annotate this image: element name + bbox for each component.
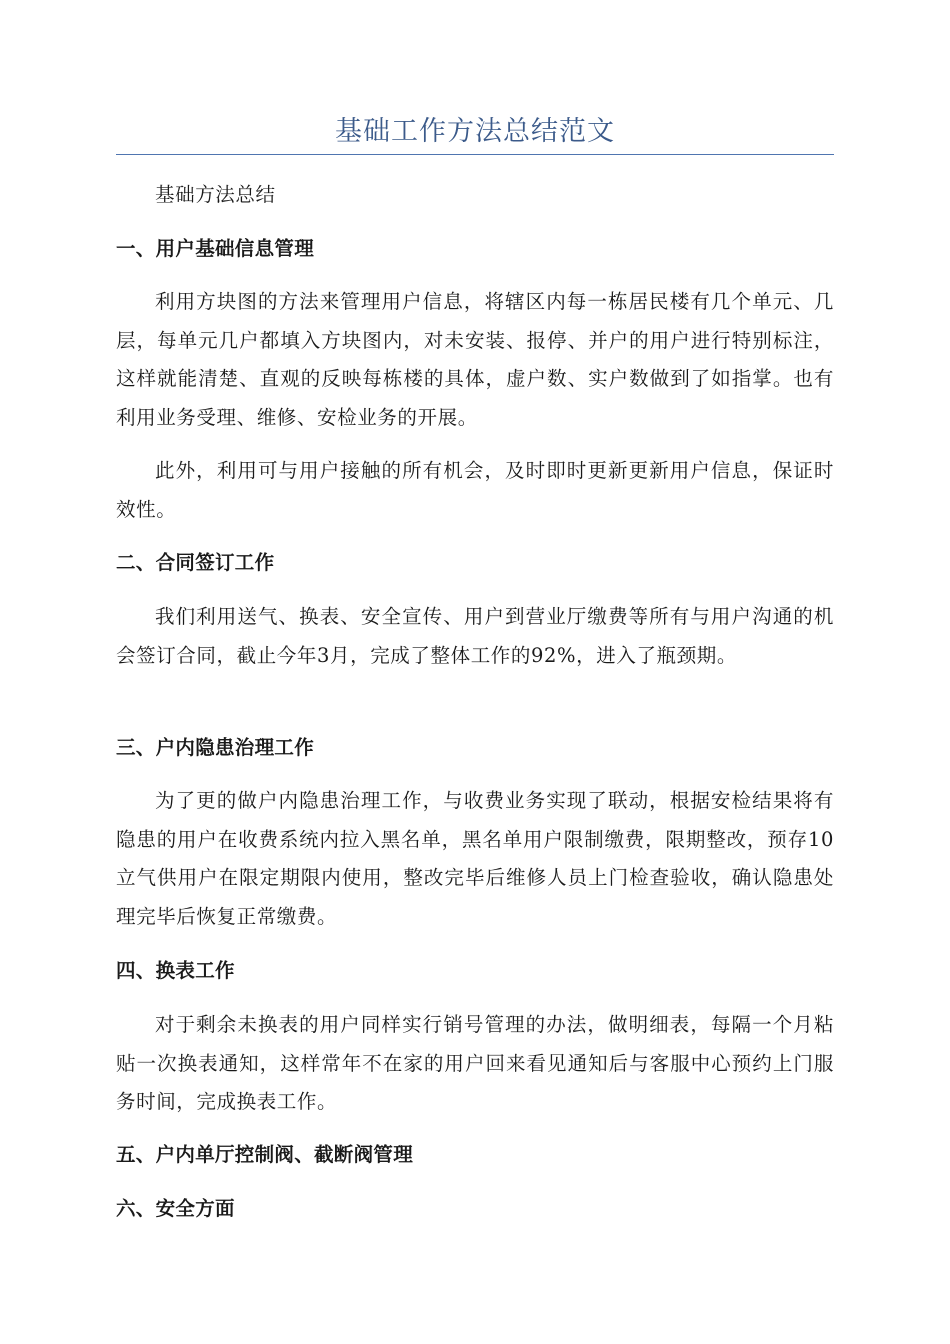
section-heading: 三、户内隐患治理工作	[116, 736, 315, 759]
section-3-paragraph-block	[116, 782, 834, 936]
section-heading: 六、安全方面	[116, 1197, 235, 1220]
section-paragraph: 利用方块图的方法来管理用户信息，将辖区内每一栋居民楼有几个单元、几层，每单元几户都填入方块图内，对未安装、报停、并户的用户进行特别标注，这样就能清楚、直观的反映每栋楼的具体，虚户数、实户数做到了如指掌。也有利用业务受理、维修、安检业务的开展。	[116, 290, 834, 429]
document-title: 基础工作方法总结范文	[335, 116, 615, 147]
section-4-heading-block	[116, 956, 834, 986]
section-paragraph: 此外，利用可与用户接触的所有机会，及时即时更新更新用户信息，保证时效性。	[116, 459, 834, 521]
section-paragraph: 我们利用送气、换表、安全宣传、用户到营业厅缴费等所有与用户沟通的机会签订合同，截止今年3月，完成了整体工作的92%，进入了瓶颈期。	[116, 605, 834, 667]
section-3-heading-block	[116, 733, 834, 763]
section-heading: 一、用户基础信息管理	[116, 237, 315, 260]
section-1-paragraph-1-block	[116, 283, 834, 437]
subtitle-block	[116, 176, 834, 215]
section-heading: 二、合同签订工作	[116, 551, 275, 574]
section-paragraph: 对于剩余未换表的用户同样实行销号管理的办法，做明细表，每隔一个月粘贴一次换表通知，这样常年不在家的用户回来看见通知后与客服中心预约上门服务时间，完成换表工作。	[116, 1013, 834, 1113]
section-2-paragraph-block	[116, 598, 834, 675]
section-heading: 四、换表工作	[116, 959, 235, 982]
section-2-heading-block	[116, 548, 834, 578]
section-heading: 五、户内单厅控制阀、截断阀管理	[116, 1143, 414, 1166]
section-5-heading-block	[116, 1140, 834, 1170]
section-1-paragraph-2-block	[116, 452, 834, 529]
section-1-heading-block	[116, 234, 834, 264]
section-4-paragraph-block	[116, 1006, 834, 1122]
title-divider	[116, 154, 834, 155]
section-paragraph: 为了更的做户内隐患治理工作，与收费业务实现了联动，根据安检结果将有隐患的用户在收费系统内拉入黑名单，黑名单用户限制缴费，限期整改，预存10立气供用户在限定期限内使用，整改完毕后维修人员上门检查验收，确认隐患处理完毕后恢复正常缴费。	[116, 789, 834, 928]
section-6-heading-block	[116, 1194, 834, 1224]
document-subtitle: 基础方法总结	[155, 183, 276, 206]
